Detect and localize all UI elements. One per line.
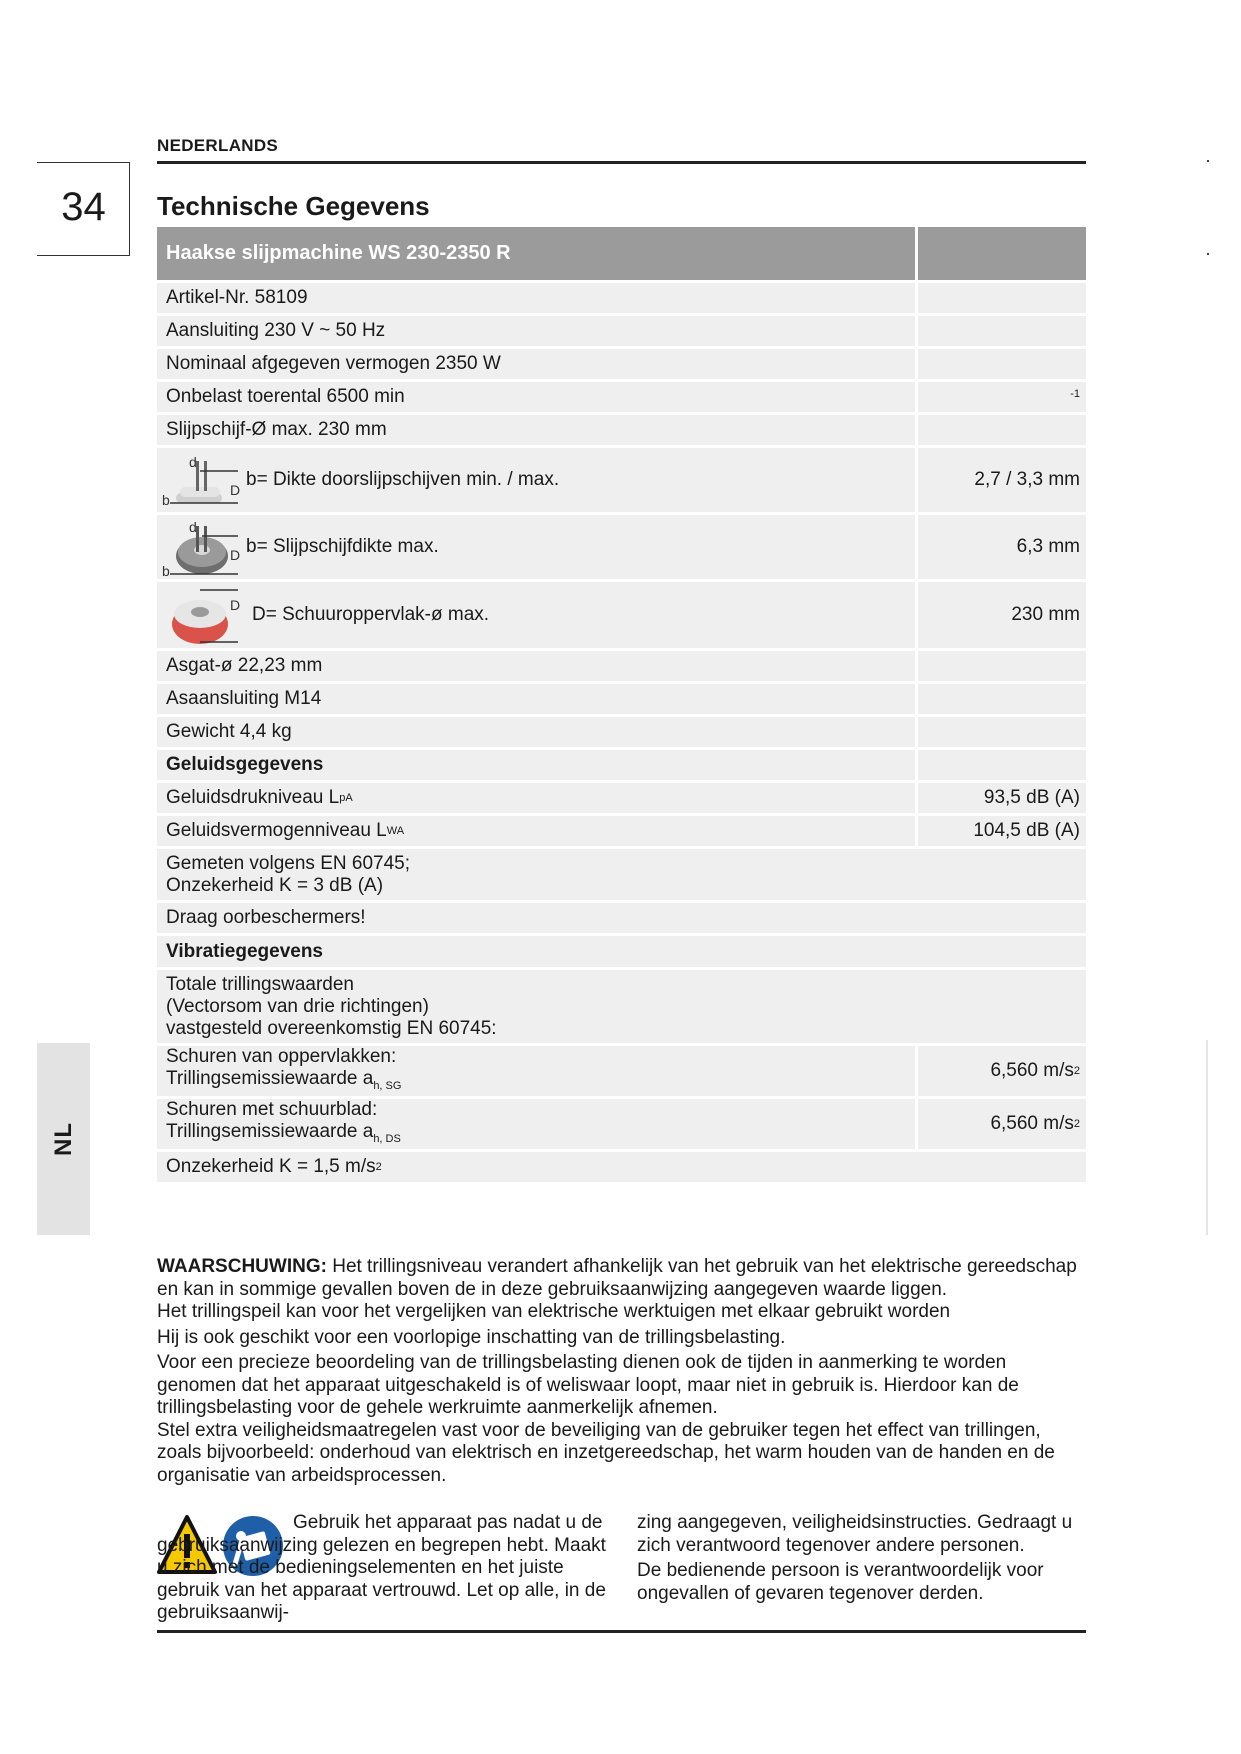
row-label bbox=[157, 448, 915, 512]
table-row bbox=[157, 415, 1086, 445]
row-value bbox=[918, 349, 1086, 379]
table-row bbox=[157, 1152, 1086, 1182]
table-row bbox=[157, 717, 1086, 747]
warning-paragraph: Het trillingspeil kan voor het vergelijken van elektrische werktuigen met elkaar gebruikt worden bbox=[157, 1301, 951, 1322]
table-row bbox=[157, 582, 1086, 648]
page-number: 34 bbox=[61, 185, 106, 229]
table-row bbox=[157, 1099, 1086, 1149]
page-title: Technische Gegevens bbox=[157, 191, 430, 221]
row-label: Gewicht 4,4 kg bbox=[157, 717, 915, 747]
table-row bbox=[157, 903, 1086, 933]
table-row bbox=[157, 448, 1086, 512]
row-label: Asgat-ø 22,23 mm bbox=[157, 651, 915, 681]
vibration-total-note: Totale trillingswaarden (Vectorsom van drie richtingen) vastgesteld overeenkomstig EN 60745: bbox=[157, 970, 1086, 1043]
row-label: Aansluiting 230 V ~ 50 Hz bbox=[157, 316, 915, 346]
row-value bbox=[918, 717, 1086, 747]
notice-left: Gebruik het apparaat pas nadat u de gebruiksaanwijzing gelezen en begrepen hebt. Maakt u zich met de bedieningselementen en het juiste gebruik van het apparaat vertrouwd. Let op alle, in de gebruiksaanwij- bbox=[157, 1512, 606, 1623]
table-row bbox=[157, 783, 1086, 813]
sanding-disc-icon bbox=[160, 584, 241, 646]
warning-label: WAARSCHUWING: bbox=[157, 1256, 327, 1277]
svg-text:D: D bbox=[230, 597, 241, 613]
table-row bbox=[157, 515, 1086, 579]
row-value bbox=[918, 283, 1086, 313]
row-label: Nominaal afgegeven vermogen 2350 W bbox=[157, 349, 915, 379]
vibration-heading: Vibratiegegevens bbox=[157, 936, 1086, 967]
warning-block: WAARSCHUWING: Het trillingsniveau verandert afhankelijk van het gebruik van het elektrische gereedschap en kan in sommige gevallen boven de in deze gebruiksaanwijzing aangegeven waarde liggen. Het trillingspeil kan voor het vergelijken van elektrische werktuigen met elkaar gebruikt worden Hij is ook geschikt voor een voorlopige inschatting van de trillingsbelasting. Voor een precieze beoordeling van de trillingsbelasting dienen ook de tijden in aanmerking te worden genomen dat het apparaat uitgeschakeld is of weliswaar loopt, maar niet in gebruik is. Hierdoor kan de trillingsbelasting voor de gehele werkruimte aanmerkelijk afnemen. Stel extra veiligheidsmaatregelen vast voor de beveiliging van de gebruiker tegen het effect van trillingen, zoals bijvoorbeeld: onderhoud van elektrisch en inzetgereedschap, het warm houden van de handen en de organisatie van arbeidsprocessen. bbox=[157, 1256, 1087, 1487]
row-label: Onbelast toerental 6500 min bbox=[157, 382, 915, 412]
row-value bbox=[918, 684, 1086, 714]
table-row bbox=[157, 816, 1086, 846]
svg-text:b: b bbox=[162, 492, 170, 508]
table-heading-value bbox=[918, 227, 1086, 280]
row-label bbox=[157, 515, 915, 579]
warning-paragraph: Stel extra veiligheidsmaatregelen vast voor de beveiliging van de gebruiker tegen het effect van trillingen, zoals bijvoorbeeld: onderhoud van elektrisch en inzetgereedschap, het warm houden van de handen en de organisatie van arbeidsprocessen. bbox=[157, 1419, 1055, 1486]
table-row bbox=[157, 970, 1086, 1043]
row-value: 93,5 dB (A) bbox=[918, 783, 1086, 813]
table-row bbox=[157, 283, 1086, 313]
ear-protection-note: Draag oorbeschermers! bbox=[157, 903, 1086, 933]
bottom-rule bbox=[157, 1630, 1086, 1633]
warning-paragraph: Voor een precieze beoordeling van de trillingsbelasting dienen ook de tijden in aanmerking te worden genomen dat het apparaat uitgeschakeld is of weliswaar loopt, maar niet in gebruik is. Hierdoor kan de trillingsbelasting voor de gehele werkruimte aanmerkelijk afnemen. bbox=[157, 1352, 1019, 1418]
cutting-disc-icon bbox=[160, 449, 241, 511]
svg-text:d: d bbox=[189, 454, 197, 470]
row-value: 6,560 m/s 2 bbox=[918, 1099, 1086, 1149]
table-row bbox=[157, 349, 1086, 379]
table-row bbox=[157, 1046, 1086, 1096]
row-value bbox=[918, 316, 1086, 346]
row-value bbox=[918, 750, 1086, 780]
table-heading: Haakse slijpmachine WS 230-2350 R bbox=[157, 227, 915, 280]
svg-text:b: b bbox=[162, 563, 170, 579]
table-row bbox=[157, 316, 1086, 346]
row-value: 230 mm bbox=[918, 582, 1086, 648]
row-label: Slijpschijf-Ø max. 230 mm bbox=[157, 415, 915, 445]
table-row bbox=[157, 684, 1086, 714]
svg-text:D: D bbox=[230, 547, 241, 563]
sanding-label: D= Schuuroppervlak-ø max. bbox=[252, 604, 490, 625]
noise-heading: Geluidsgegevens bbox=[157, 750, 915, 780]
measured-note: Gemeten volgens EN 60745; Onzekerheid K = 3 dB (A) bbox=[157, 849, 1086, 900]
row-value bbox=[918, 415, 1086, 445]
language-label: NEDERLANDS bbox=[157, 136, 279, 155]
grinding-disc-label: b= Slijpschijfdikte max. bbox=[246, 536, 439, 557]
table-row bbox=[157, 849, 1086, 900]
speed-superscript: -1 bbox=[1070, 388, 1080, 400]
row-value: 6,3 mm bbox=[918, 515, 1086, 579]
row-value: 104,5 dB (A) bbox=[918, 816, 1086, 846]
row-label bbox=[157, 582, 915, 648]
language-side-tab-label: NL bbox=[49, 1122, 77, 1156]
row-value bbox=[918, 651, 1086, 681]
top-rule bbox=[157, 161, 1086, 164]
row-label: Geluidsvermogenniveau L WA bbox=[157, 816, 915, 846]
margin-bar bbox=[1206, 1040, 1208, 1235]
svg-text:d: d bbox=[189, 519, 197, 535]
row-label: Asaansluiting M14 bbox=[157, 684, 915, 714]
row-value: 2,7 / 3,3 mm bbox=[918, 448, 1086, 512]
row-value: 6,560 m/s 2 bbox=[918, 1046, 1086, 1096]
warning-paragraph: Hij is ook geschikt voor een voorlopige inschatting van de trillingsbelasting. bbox=[157, 1326, 786, 1348]
table-row bbox=[157, 651, 1086, 681]
row-label: Artikel-Nr. 58109 bbox=[157, 283, 915, 313]
grinding-disc-icon bbox=[160, 516, 241, 579]
notice-right: zing aangegeven, veiligheidsinstructies. Gedraagt u zich verantwoord tegenover andere personen. De bedienende persoon is verantwoordelijk voor ongevallen of gevaren tegenover derden. bbox=[637, 1512, 1073, 1604]
svg-text:D: D bbox=[230, 482, 241, 498]
table-row bbox=[157, 382, 1086, 412]
row-label: Schuren van oppervlakken: Trillingsemissiewaarde $a_{h, SG}$ bbox=[157, 1046, 915, 1096]
uncertainty-row: Onzekerheid K = 1,5 m/s 2 bbox=[157, 1152, 1086, 1182]
table-row bbox=[157, 936, 1086, 967]
row-label: Geluidsdrukniveau L pA bbox=[157, 783, 915, 813]
margin-mark bbox=[1207, 160, 1209, 162]
margin-mark bbox=[1207, 253, 1209, 255]
cutting-disc-label: b= Dikte doorslijpschijven min. / max. bbox=[246, 469, 560, 490]
table-header-row bbox=[157, 227, 1086, 280]
technical-data-table bbox=[157, 227, 1086, 1185]
row-value bbox=[918, 382, 1086, 412]
table-row bbox=[157, 750, 1086, 780]
row-label: Schuren met schuurblad: Trillingsemissiewaarde $a_{h, DS}$ bbox=[157, 1099, 915, 1149]
